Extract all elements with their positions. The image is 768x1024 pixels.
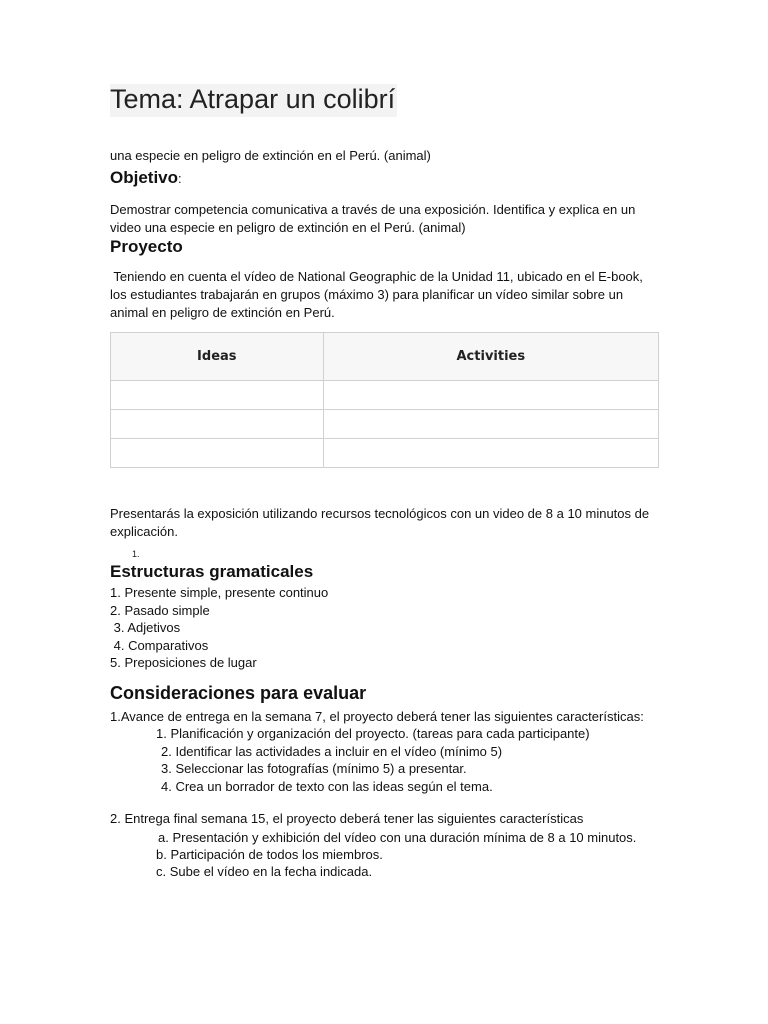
table-cell[interactable] [111,410,324,439]
objetivo-line-2: video una especie en peligro de extinción en el Perú. (animal) [110,220,466,235]
objetivo-colon: : [178,171,182,186]
table-cell[interactable] [323,439,658,468]
estructuras-heading: Estructuras gramaticales [110,562,314,581]
proyecto-line-2: los estudiantes trabajarán en grupos (máximo 3) para planificar un vídeo similar sobre un [110,287,624,302]
table-row [111,439,659,468]
objetivo-heading-text: Objetivo [110,168,179,187]
table-header-activities: Activities [323,333,658,381]
table-cell[interactable] [323,381,658,410]
empty-list-marker: 1. [132,549,140,559]
part2-item: c. Sube el vídeo en la fecha indicada. [156,864,373,879]
part1-item: 3. Seleccionar las fotografías (mínimo 5) a presentar. [161,761,467,776]
estructuras-item: 3. Adjetivos [110,620,181,635]
part2-item: b. Participación de todos los miembros. [156,847,383,862]
part1-item: 2. Identificar las actividades a incluir en el vídeo (mínimo 5) [161,744,503,759]
table-row [111,410,659,439]
consideraciones-part1-lead: 1.Avance de entrega en la semana 7, el proyecto deberá tener las siguientes características: [110,709,644,724]
ideas-activities-table [110,332,659,468]
presentacion-line-1: Presentarás la exposición utilizando recursos tecnológicos con un video de 8 a 10 minutos de [110,506,650,521]
estructuras-item: 4. Comparativos [110,638,209,653]
proyecto-line-1: Teniendo en cuenta el vídeo de National Geographic de la Unidad 11, ubicado en el E-book, [110,269,643,284]
part2-item: a. Presentación y exhibición del vídeo con una duración mínima de 8 a 10 minutos. [158,830,637,845]
table-cell[interactable] [323,410,658,439]
estructuras-item: 5. Preposiciones de lugar [110,655,257,670]
table-cell[interactable] [111,439,324,468]
objetivo-line-1: Demostrar competencia comunicativa a través de una exposición. Identifica y explica en un [110,202,636,217]
proyecto-heading: Proyecto [110,237,183,256]
consideraciones-heading: Consideraciones para evaluar [110,683,367,703]
objetivo-heading [110,168,182,188]
table-header-row [111,333,659,381]
presentacion-line-2: explicación. [110,524,178,539]
table-row [111,381,659,410]
estructuras-item: 1. Presente simple, presente continuo [110,585,329,600]
estructuras-item: 2. Pasado simple [110,603,210,618]
part1-item: 4. Crea un borrador de texto con las ideas según el tema. [161,779,493,794]
consideraciones-part2-lead: 2. Entrega final semana 15, el proyecto deberá tener las siguientes características [110,811,584,826]
proyecto-line-3: animal en peligro de extinción en Perú. [110,305,335,320]
intro-text: una especie en peligro de extinción en el Perú. (animal) [110,148,431,163]
table-cell[interactable] [111,381,324,410]
part1-item: 1. Planificación y organización del proyecto. (tareas para cada participante) [156,726,590,741]
page-title: Tema: Atrapar un colibrí [110,84,397,117]
table-header-ideas: Ideas [111,333,324,381]
